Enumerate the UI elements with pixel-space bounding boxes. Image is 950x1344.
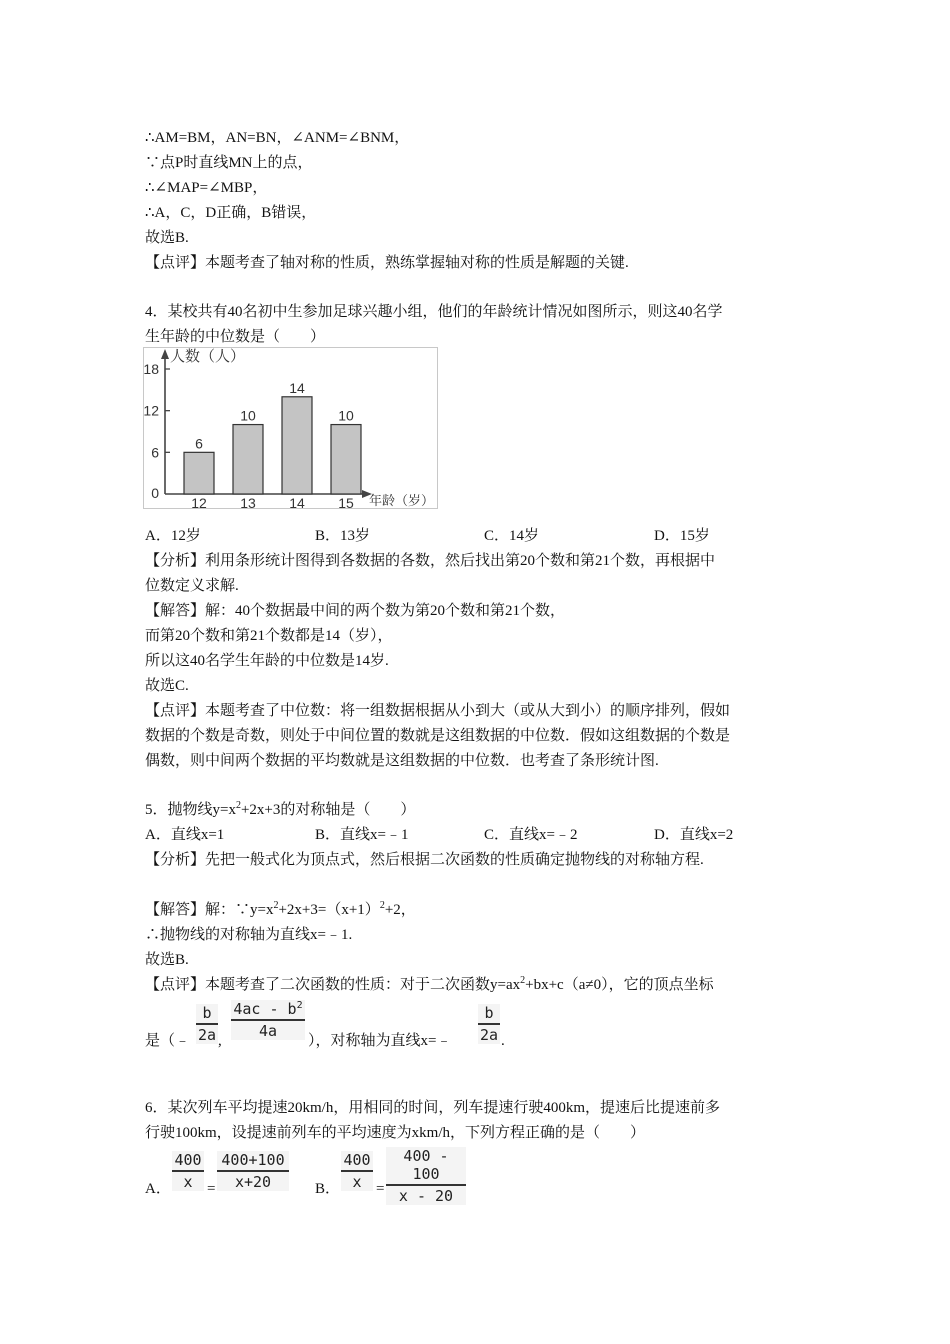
fraction-denominator: x+20 xyxy=(234,1173,272,1191)
q5-stem: 5．抛物线$y=x^2+2x+3$的对称轴是（ ） xyxy=(145,800,416,818)
q4-comment-line-3: 偶数，则中间两个数据的平均数就是这组数据的中位数．也考查了条形统计图. xyxy=(145,753,659,769)
fraction-denominator: 2a xyxy=(480,1026,499,1044)
fraction-denominator: x xyxy=(352,1173,362,1191)
fraction-numerator: 400 - 100 xyxy=(403,1147,449,1183)
q5-answer-line-3: 故选B. xyxy=(145,952,189,968)
y-tick-label: 12 xyxy=(143,402,159,419)
q4-option-b: B．13岁 xyxy=(315,528,371,544)
q6-option-b-label: B． xyxy=(315,1181,341,1197)
fraction-bar xyxy=(172,1170,204,1172)
y-tick-label: 18 xyxy=(143,361,159,377)
q5-analysis: 【分析】先把一般式化为顶点式，然后根据二次函数的性质确定抛物线的对称轴方程. xyxy=(145,852,704,868)
bar-value-label: 14 xyxy=(289,379,305,396)
fraction-denominator: 4a xyxy=(258,1022,278,1040)
vertex-y-fraction xyxy=(231,1000,305,1040)
fraction-numerator: 400 xyxy=(174,1151,202,1169)
q5-vertex-comma: , xyxy=(218,1033,222,1049)
q4-answer-line-1: 【解答】解：40个数据最中间的两个数为第20个数和第21个数， xyxy=(145,603,566,619)
proof-line-2: ∵点P时直线MN上的点， xyxy=(145,155,313,171)
fraction-bar xyxy=(341,1170,373,1172)
q4-analysis-line-2: 位数定义求解. xyxy=(145,578,239,594)
x-tick-label: 12 xyxy=(191,495,207,509)
fraction-bar xyxy=(231,1019,305,1021)
fraction-denominator: 2a xyxy=(198,1026,217,1044)
q4-analysis-line-1: 【分析】利用条形统计图得到各数据的各数，然后找出第20个数和第21个数，再根据中 xyxy=(145,553,716,569)
q6-stem-line-2: 行驶100km，设提速前列车的平均速度为xkm/h，下列方程正确的是（ ） xyxy=(145,1125,646,1141)
proof-line-3: ∴∠MAP=∠MBP， xyxy=(145,180,268,196)
q4-option-c: C．14岁 xyxy=(484,528,540,544)
choice-line: 故选B. xyxy=(145,230,189,246)
q6-b-left-fraction xyxy=(341,1151,373,1191)
x-tick-label: 13 xyxy=(240,495,256,509)
x-tick-label: 15 xyxy=(338,495,354,509)
fraction-bar xyxy=(196,1023,218,1025)
bar-value-label: 10 xyxy=(338,407,354,424)
q5-answer-line-2: ∴抛物线的对称轴为直线x=﹣1. xyxy=(145,927,353,943)
comment-line: 【点评】本题考查了轴对称的性质，熟练掌握轴对称的性质是解题的关键. xyxy=(145,255,629,271)
bar-age-15 xyxy=(331,425,361,494)
y-tick-label: 6 xyxy=(151,444,159,461)
x-axis-label: 年龄（岁） xyxy=(369,493,435,508)
q4-comment-line-1: 【点评】本题考查了中位数：将一组数据根据从小到大（或从大到小）的顺序排列，假如 xyxy=(145,703,731,719)
q4-answer-line-4: 故选C. xyxy=(145,678,189,694)
bar-age-12 xyxy=(184,452,214,494)
age-bar-chart xyxy=(143,347,438,509)
q6-a-left-fraction xyxy=(172,1151,204,1191)
q5-answer-line-1: 【解答】解：$\because y=x^2+2x+3=(x+1)^2+2$， xyxy=(145,900,416,918)
fraction-numerator: b xyxy=(202,1004,212,1022)
vertex-x-fraction xyxy=(196,1004,218,1044)
q4-stem-line-2: 生年龄的中位数是（ ） xyxy=(145,329,326,345)
q4-answer-line-2: 而第20个数和第21个数都是14（岁）， xyxy=(145,628,393,644)
q5-option-a: A．直线x=1 xyxy=(145,827,225,843)
q5-option-b: B．直线x=﹣1 xyxy=(315,827,409,843)
q6-b-right-fraction xyxy=(386,1147,466,1205)
bar-value-label: 10 xyxy=(240,407,256,424)
fraction-bar xyxy=(217,1170,289,1172)
fraction-numerator: 400 xyxy=(343,1151,371,1169)
proof-line-1: ∴AM=BM，AN=BN，∠ANM=∠BNM， xyxy=(145,130,410,146)
q6-a-right-fraction xyxy=(217,1151,289,1191)
fraction-bar xyxy=(478,1023,500,1025)
y-axis-label: 人数（人） xyxy=(170,348,246,365)
fraction-numerator: $4ac - b^2$ xyxy=(233,1000,303,1018)
q4-stem-line-1: 4．某校共有40名初中生参加足球兴趣小组，他们的年龄统计情况如图所示，则这40名学 xyxy=(145,304,723,320)
q4-option-a: A．12岁 xyxy=(145,528,201,544)
y-tick-label: 0 xyxy=(151,485,159,501)
q5-vertex-end: . xyxy=(501,1033,505,1049)
fraction-numerator: 400+100 xyxy=(221,1151,285,1169)
fraction-numerator: b xyxy=(484,1004,494,1022)
bar-age-13 xyxy=(233,425,263,494)
fraction-denominator: x - 20 xyxy=(398,1187,454,1205)
q6-a-equals: = xyxy=(207,1181,216,1197)
q6-stem-line-1: 6．某次列车平均提速20km/h，用相同的时间，列车提速行驶400km，提速后比提速前多 xyxy=(145,1100,721,1116)
q5-option-c: C．直线x=﹣2 xyxy=(484,827,578,843)
q4-comment-line-2: 数据的个数是奇数，则处于中间位置的数就是这组数据的中位数．假如这组数据的个数是 xyxy=(145,728,731,744)
bar-value-label: 6 xyxy=(195,435,203,452)
q6-b-equals: = xyxy=(376,1181,385,1197)
proof-line-4: ∴A，C，D正确，B错误， xyxy=(145,205,317,221)
q4-answer-line-3: 所以这40名学生年龄的中位数是14岁. xyxy=(145,653,389,669)
y-axis-arrow xyxy=(161,349,169,359)
fraction-denominator: x xyxy=(183,1173,193,1191)
q6-option-a-label: A． xyxy=(145,1181,171,1197)
axis-fraction xyxy=(478,1004,500,1044)
q4-option-d: D．15岁 xyxy=(654,528,710,544)
q5-comment-line-1: 【点评】本题考查了二次函数的性质：对于二次函数$y=ax^2+bx+c(a\ne 0)$，它的顶点坐标 xyxy=(145,975,714,993)
q5-vertex-suffix: ），对称轴为直线x=﹣ xyxy=(308,1033,452,1049)
x-tick-label: 14 xyxy=(289,495,305,509)
bar-age-14 xyxy=(282,397,312,494)
q5-vertex-prefix: 是（﹣ xyxy=(145,1033,191,1049)
q5-option-d: D．直线x=2 xyxy=(654,827,734,843)
fraction-bar xyxy=(386,1184,466,1186)
